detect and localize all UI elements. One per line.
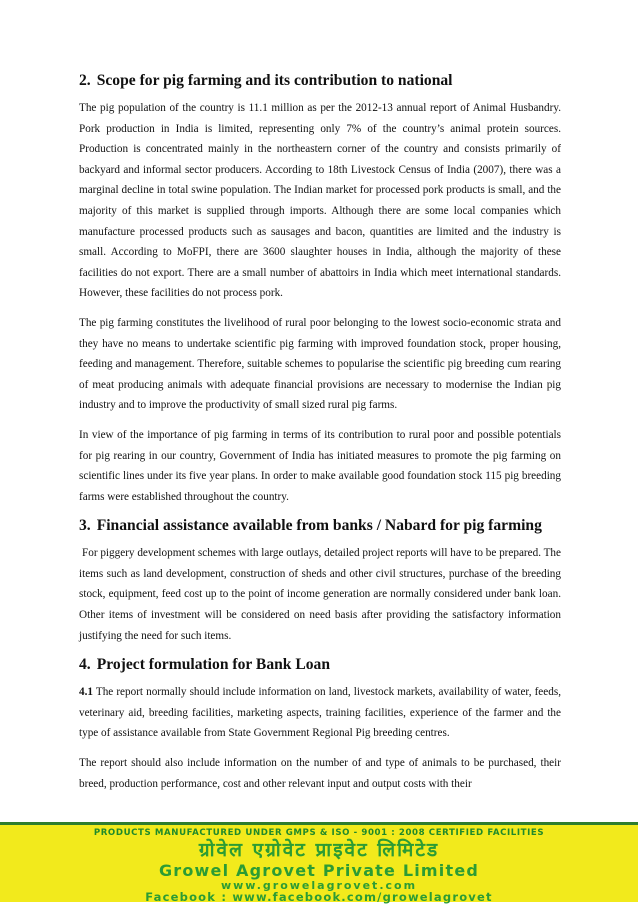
paragraph: The report should also include information on the number of and type of animals to be purchased, their breed, production performance, cost and other relevant input and output costs with their — [79, 757, 561, 790]
section-heading — [79, 655, 561, 674]
paragraph: The pig population of the country is 11.1 million as per the 2012-13 annual report of Animal Husbandry. Pork production in India is limited, representing only 7% of the country’s animal protein sources. Production is concentrated mainly in the northeastern corner of the country and consists primarily of backyard and informal sector producers. According to 18th Livestock Census of India (2007), there was a marginal decline in total swine population. The Indian market for processed pork products is small, and the majority of this market is supplied through imports. Although there are some local companies which manufacture processed products such as sausages and bacon, quantities are limited and the industry is small. According to MoFPI, there are 3600 slaughter houses in India, although the majority of these facilities do not export. There are a small number of abattoirs in India which meet international standards. However, these facilities do not process pork. — [79, 102, 561, 300]
section-4 — [79, 655, 561, 794]
banner-website: www.growelagrovet.com — [220, 879, 418, 892]
banner-facebook: Facebook : www.facebook.com/growelagrovet — [145, 890, 493, 904]
section-heading — [79, 516, 561, 535]
banner-certification: PRODUCTS MANUFACTURED UNDER GMPS & ISO - 9001 : 2008 CERTIFIED FACILITIES — [93, 828, 545, 838]
paragraph-text: The report normally should include information on land, livestock markets, availability of water, feeds, veterinary aid, breeding facilities, marketing aspects, training facilities, experience of the farmer and the type of assistance available from State Government Regional Pig breeding centres. — [79, 686, 561, 740]
section-2 — [79, 71, 561, 507]
paragraph — [79, 682, 561, 744]
page-content — [79, 71, 561, 803]
section-title: Project formulation for Bank Loan — [96, 656, 331, 674]
paragraph: In view of the importance of pig farming in terms of its contribution to rural poor and possible potentials for pig rearing in our country, Government of India has initiated measures to promote the pig farming on scientific lines under its five year plans. In order to make available good foundation stock 115 pig breeding farms were established throughout the country. — [79, 428, 561, 503]
section-title: Scope for pig farming and its contribution to national — [96, 72, 453, 89]
section-number: 2. — [79, 72, 91, 89]
paragraph: The pig farming constitutes the livelihood of rural poor belonging to the lowest socio-economic strata and they have no means to undertake scientific pig farming with improved foundation stock, proper housing, feeding and management. Therefore, suitable schemes to popularise the scientific pig breeding cum rearing of meat producing animals with adequate financial provisions are necessary to modernise the Indian pig industry and to improve the productivity of small sized rural pig farms. — [79, 316, 561, 412]
section-number: 3. — [79, 517, 91, 535]
company-banner — [0, 822, 638, 902]
section-title: Financial assistance available from banks / Nabard for pig farming — [96, 517, 542, 535]
banner-company-name: Growel Agrovet Private Limited — [158, 861, 480, 880]
banner-hindi-name: ग्रोवेल एग्रोवेट प्राइवेट लिमिटेड — [198, 839, 440, 861]
paragraph: For piggery development schemes with large outlays, detailed project reports will have to be prepared. The items such as land development, construction of sheds and other civil structures, purchase of the breeding stock, equipment, feed cost up to the point of income generation are normally considered under bank loan. Other items of investment will be considered on need basis after providing the satisfactory information justifying the need for such items. — [79, 547, 561, 642]
section-3 — [79, 516, 561, 646]
subsection-label: 4.1 — [79, 686, 93, 699]
section-number: 4. — [79, 656, 91, 674]
section-heading — [79, 71, 561, 90]
